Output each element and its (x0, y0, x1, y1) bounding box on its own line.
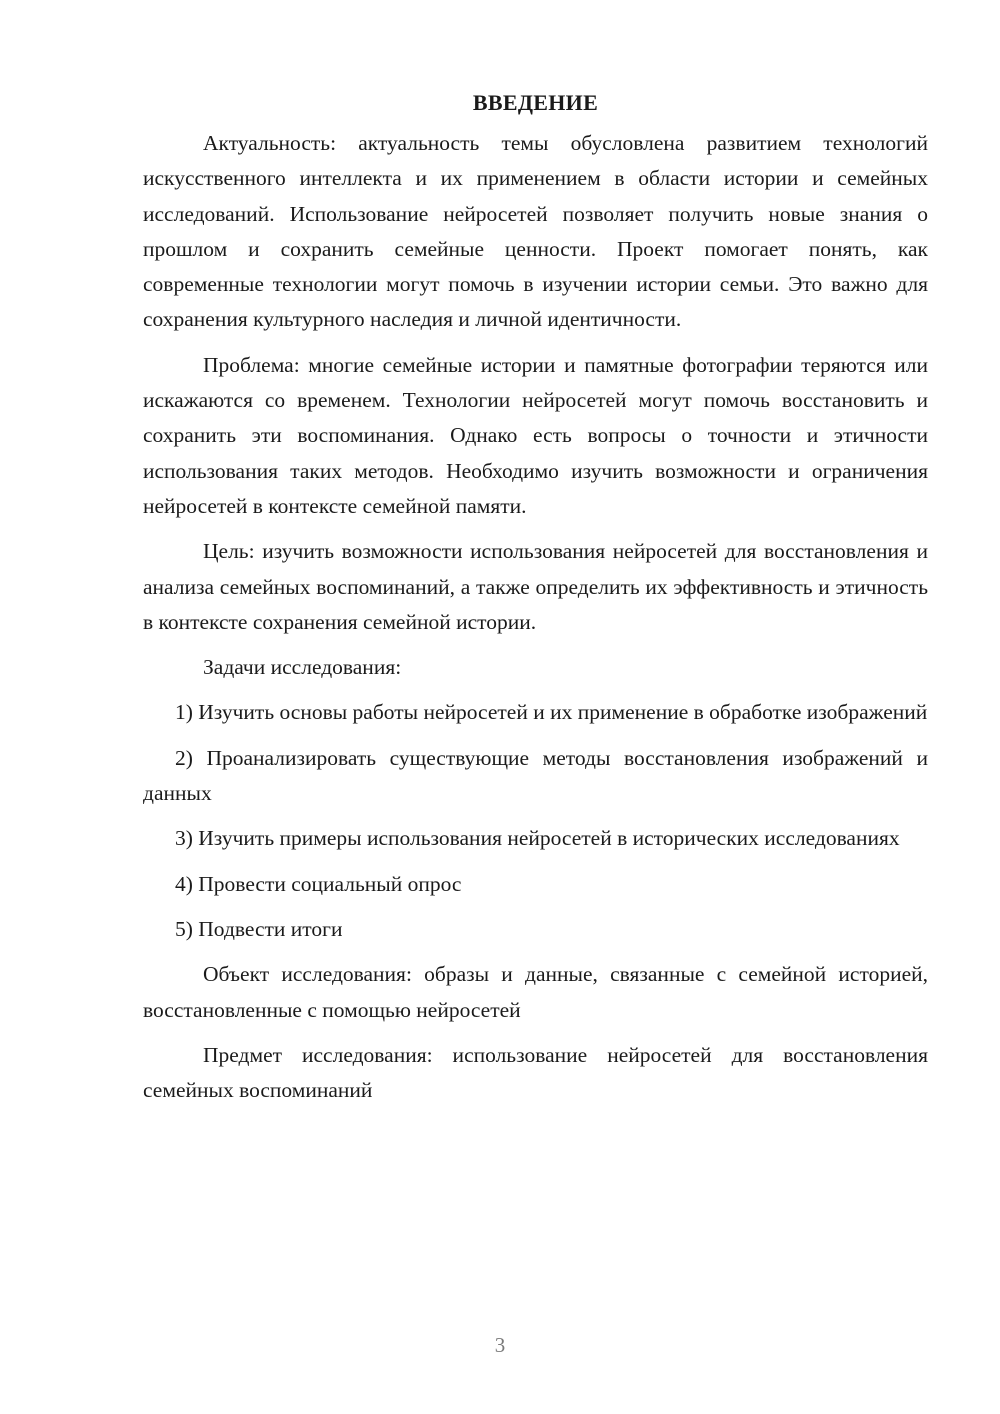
paragraph-tasks-heading: Задачи исследования: (203, 655, 402, 680)
task-item-1: 1) Изучить основы работы нейросетей и их применение в обработке изображений (175, 700, 928, 725)
task-item-2: 2) Проанализировать существующие методы восстановления изображений и данных (143, 745, 928, 806)
document-page (143, 90, 928, 1118)
task-item-4: 4) Провести социальный опрос (175, 871, 462, 896)
paragraph-problem: Проблема: многие семейные истории и памятные фотографии теряются или искажаются со временем. Технологии нейросетей могут помочь восстановить и сохранить эти воспоминания. Однако есть вопросы о точности и этичности использования таких методов. Необходимо изучить возможности и ограничения нейросетей в контексте семейной памяти. (143, 352, 928, 518)
paragraph-subject: Предмет исследования: использование нейросетей для восстановления семейных воспоминаний (143, 1042, 928, 1103)
task-item-3: 3) Изучить примеры использования нейросетей в исторических исследованиях (175, 826, 900, 851)
paragraph-object: Объект исследования: образы и данные, связанные с семейной историей, восстановленные с помощью нейросетей (143, 962, 928, 1022)
page-number: 3 (494, 1333, 506, 1357)
paragraph-goal: Цель: изучить возможности использования нейросетей для восстановления и анализа семейных воспоминаний, а также определить их эффективность и этичность в контексте сохранения семейной истории. (143, 539, 928, 634)
paragraph-relevance: Актуальность: актуальность темы обусловлена развитием технологий искусственного интеллекта и их применением в области истории и семейных исследований. Использование нейросетей позволяет получить новые знания о прошлом и сохранить семейные ценности. Проект помогает понять, как современные технологии могут помочь в изучении истории семьи. Это важно для сохранения культурного наследия и личной идентичности. (143, 131, 928, 332)
task-item-5: 5) Подвести итоги (175, 916, 343, 941)
page-title: ВВЕДЕНИЕ (472, 90, 599, 115)
